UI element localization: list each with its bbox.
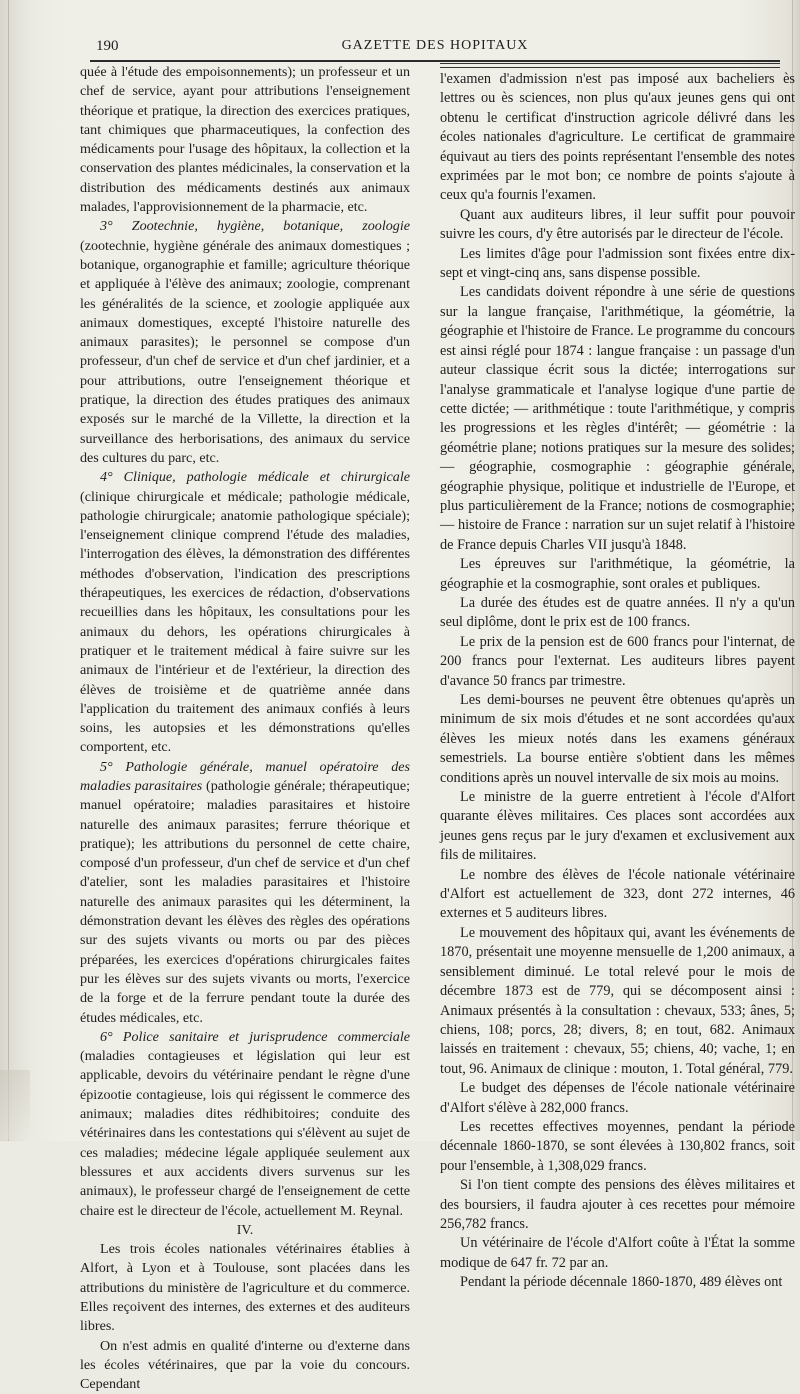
paragraph: [440, 1273, 795, 1292]
paragraph: [80, 63, 410, 217]
paragraph-text: Le prix de la pension est de 600 francs pour l'internat, de 200 francs pour l'externat. Les auditeurs libres payent d'avance 50 francs par trimestre.: [440, 633, 795, 689]
paragraph: [440, 206, 795, 245]
paragraph-text: Le nombre des élèves de l'école nationale vétérinaire d'Alfort est actuellement de 323, dont 272 internes, 46 externes et 5 auditeurs libres.: [440, 866, 795, 922]
paragraph: [440, 1118, 795, 1176]
section-heading: IV.: [236, 1221, 254, 1238]
paragraph-text: (maladies contagieuses et législation qui leur est applicable, devoirs du vétérinaire pendant le règne d'une épizootie contagieuse, lois qui régissent le commerce des animaux; maladies dites rédhibitoires; conduite des vétérinaires dans les contestations qui s'élèvent au sujet de ces maladies; médecine légale appliquée seulement aux blessures et aux accidents divers survenus sur les animaux), le professeur chargé de l'enseignement de cette chaire est le directeur de l'école, actuellement M. Reynal.: [80, 1048, 410, 1219]
paragraph-text: Le budget des dépenses de l'école nationale vétérinaire d'Alfort s'élève à 282,000 francs.: [440, 1080, 795, 1116]
paragraph: [80, 1240, 410, 1336]
paragraph-text: l'examen d'admission n'est pas imposé aux bacheliers ès lettres ou ès sciences, non plus qu'aux jeunes gens qui ont obtenu le certificat d'instruction agricole délivré dans les écoles nationales d'agriculture. Le certificat de grammaire équivaut au tiers des points représentant l'ensemble des notes exprimées par le mot bon; ce nombre de points s'ajoute à ceux qu'a fournis l'examen.: [440, 71, 795, 204]
left-column: [80, 63, 410, 1394]
paragraph-text: (pathologie générale; thérapeutique; manuel opératoire; maladies parasitaires et histoire naturelle des animaux parasites; ferrure théorique et pratique); les attributions du personnel de cette chaire, composé d'un professeur, d'un chef de service et d'un chef d'atelier, sont les maladies parasitaires et l'histoire naturelle des animaux parasites qui les déterminent, la démonstration devant les élèves des règles des opérations sur des sujets vivants ou morts ou par des pièces préparées, les exercices d'opérations chirurgicales faites pur les élèves sur des sujets vivants ou morts, l'exercice de la forge et de la ferrure pendant toute la durée des études médicales, etc.: [80, 777, 410, 1026]
paragraph: [440, 1079, 795, 1118]
paragraph: [80, 217, 410, 468]
paragraph-lead: 6° Police sanitaire et jurisprudence commerciale: [100, 1028, 410, 1045]
paragraph-text: Un vétérinaire de l'école d'Alfort coûte à l'État la somme modique de 647 fr. 72 par an.: [440, 1235, 795, 1271]
binding-edge-line: [8, 0, 9, 1141]
paragraph: [440, 633, 795, 691]
paragraph-text: La durée des études est de quatre années. Il n'y a qu'un seul diplôme, dont le prix est de 100 francs.: [440, 594, 795, 631]
paragraph-text: Pendant la période décennale 1860-1870, 489 élèves ont: [460, 1274, 783, 1291]
paragraph: [440, 1234, 795, 1273]
paragraph-text: quée à l'étude des empoisonnements); un professeur et un chef de service, ayant pour attributions l'enseignement théorique et pratique, la direction des exercices pratiques, tant chimiques que pharmaceutiques, la confection des médicaments pour l'usage des hôpitaux, la collection et la conservation des plantes médicinales, la conservation et la distribution des médicaments destinés aux animaux malades, l'approvisionnement de la pharmacie, etc.: [80, 64, 410, 216]
paragraph: [440, 1176, 795, 1234]
paragraph: [440, 866, 795, 924]
page-corner-shadow: [0, 1070, 30, 1140]
paragraph: [440, 924, 795, 1079]
paragraph-text: Si l'on tient compte des pensions des élèves militaires et des boursiers, il faudra ajouter à ces recettes pour mémoire 256,782 francs.: [440, 1177, 795, 1232]
paragraph: [80, 758, 410, 1028]
paragraph-text: (zootechnie, hygiène générale des animaux domestiques ; botanique, organographie et famille; agriculture théorique et appliquée à l'élève des animaux; zoologie, comprenant les généralités de la science, et zoologie appliquée aux animaux domestiques, excepté l'histoire naturelle des animaux parasites); le personnel se compose d'un professeur, d'un chef de service et d'un chef jardinier, et a pour attributions, outre l'enseignement théorique et pratique, la direction des études pratiques des animaux exposés sur le marché de la Villette, la direction et la surveillance des herborisations, des animaux du service des cultures du parc, etc.: [80, 237, 410, 466]
running-header: [90, 28, 780, 62]
paragraph-lead: 3° Zootechnie, hygiène, botanique, zoologie: [100, 218, 410, 235]
paragraph: [440, 594, 795, 633]
paragraph-text: Les limites d'âge pour l'admission sont fixées entre dix-sept et vingt-cinq ans, sans dispense possible.: [440, 245, 795, 282]
paragraph: [440, 245, 795, 284]
paragraph: [440, 555, 795, 594]
right-column: [440, 63, 795, 1293]
paragraph-text: Le ministre de la guerre entretient à l'école d'Alfort quarante élèves militaires. Ces places sont accordées aux jeunes gens reçus par le jury d'examen et exclusivement aux fils de militaires.: [440, 789, 795, 864]
paragraph-text: On n'est admis en qualité d'interne ou d'externe dans les écoles vétérinaires, que par la voie du concours. Cependant: [80, 1337, 410, 1393]
paragraph-text: Les candidats doivent répondre à une série de questions sur la langue française, l'arithmétique, la géométrie, la géographie et l'histoire de France. Le programme du concours est ainsi réglé pour 1874 : langue française : un passage d'un auteur classique écrit sous la dictée; interrogations sur l'analyse grammaticale et l'analyse logique d'une partie de cette dictée; — arithmétique : toute l'arithmétique, y compris les progressions et les règles d'intérêt; — géométrie : la géométrie plane; notions pratiques sur la mesure des solides; — géographie, cosmographie : géographie générale, géographie physique, politique et industrielle de l'Europe, et plus particulièrement de la France; notions de cosmographie; — histoire de France : narration sur un sujet relatif à l'histoire de France depuis Charles VII jusqu'à 1848.: [440, 284, 795, 553]
paragraph: [80, 1028, 410, 1221]
paragraph: [440, 283, 795, 555]
paragraph-text: Les demi-bourses ne peuvent être obtenues qu'après un minimum de six mois d'études et ne sont accordées qu'aux élèves les mieux notés dans les examens généraux semestriels. La bourse entière s'obtient dans les mêmes conditions après un nouvel intervalle de six mois au moins.: [440, 692, 795, 786]
paragraph-text: Les épreuves sur l'arithmétique, la géométrie, la géographie et la cosmographie, sont orales et publiques.: [440, 556, 795, 592]
journal-title: GAZETTE DES HOPITAUX: [341, 38, 529, 53]
paragraph: [80, 468, 410, 757]
page-number: 190: [96, 38, 119, 54]
paragraph-text: (clinique chirurgicale et médicale; pathologie médicale, pathologie chirurgicale; anatomie pathologique spéciale); l'enseignement clinique comprend l'étude des maladies, l'interrogation des élèves, la démonstration des différentes méthodes d'observation, l'indication des prescriptions thérapeutiques, les exercices de rédaction, d'observations recueillies dans les hôpitaux, les consultations pour les animaux du dehors, les opérations chirurgicales à pratiquer et le traitement médical à faire suivre sur les animaux de l'intérieur et de l'extérieur, la direction des élèves de troisième et de quatrième année dans l'application du traitement des animaux confiés à leurs soins, les autopsies et les démonstrations qu'elles comportent, etc.: [80, 488, 410, 756]
paragraph: [80, 1337, 410, 1394]
paragraph-text: Quant aux auditeurs libres, il leur suffit pour pouvoir suivre les cours, d'y être autorisés par le directeur de l'école.: [440, 206, 795, 243]
paragraph-text: Les recettes effectives moyennes, pendant la période décennale 1860-1870, se sont élevées à 130,802 francs, soit pour l'ensemble, à 1,308,029 francs.: [440, 1118, 795, 1174]
paragraph-text: Le mouvement des hôpitaux qui, avant les événements de 1870, présentait une moyenne mensuelle de 1,200 animaux, a sensiblement diminué. Le total relevé pour le mois de décembre 1873 est de 779, qui se décomposent ainsi : Animaux présentés à la consultation : chevaux, 533; ânes, 5; chiens, 108; porcs, 28; divers, 8; en tout, 682. Animaux laissés en traitement : chevaux, 55; chiens, 40; vache, 1; en tout, 96. Animaux de clinique : mouton, 1. Total général, 779.: [440, 924, 795, 1077]
paragraph-lead: 4° Clinique, pathologie médicale et chirurgicale: [100, 469, 410, 486]
paragraph: [440, 788, 795, 866]
paragraph: [440, 691, 795, 788]
paragraph-lead: 5° Pathologie générale, manuel opératoire des maladies parasitaires: [80, 758, 410, 794]
paragraph: [440, 70, 795, 206]
column-top-rule: [440, 63, 780, 68]
paragraph-text: Les trois écoles nationales vétérinaires établies à Alfort, à Lyon et à Toulouse, sont placées dans les attributions du ministère de l'agriculture et du commerce. Elles reçoivent des internes, des externes et des auditeurs libres.: [80, 1241, 410, 1335]
